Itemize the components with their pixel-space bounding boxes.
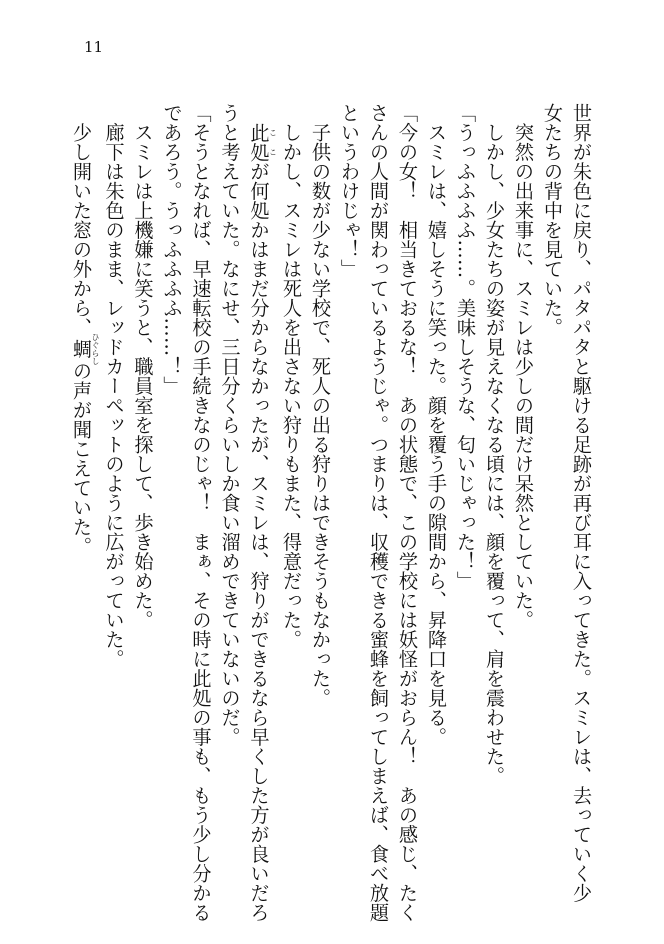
text-line: しかし、スミレは死人を出さない狩りもまた、得意だった。: [280, 103, 303, 649]
text-line: 「そうとなれば、早速転校の手続きなのじゃ！ まぁ、その時に此処の事も、もう少し分かる: [189, 103, 213, 922]
text-line: 「うっふふふふ……。美味しそうな、匂いじゃった！」: [454, 103, 477, 591]
page-number: 11: [84, 38, 104, 56]
text-line-with-ruby: 此処ここが何処かはまだ分からなかったが、スミレは、狩りができるなら早くした方が良いだろ: [247, 122, 278, 922]
text-line: しかし、少女たちの姿が見えなくなる頃には、顔を覆って、肩を震わせた。: [483, 103, 506, 786]
text-line: スミレは、嬉しそうに笑った。顔を覆う手の隙間から、昇降口を見る。: [425, 103, 448, 747]
text-line-with-ruby: 少し開いた窓の外から、蜩ひぐらしの声が聞こえていた。: [70, 103, 100, 556]
text-line: であろう。うっふふふふ……！」: [160, 103, 184, 396]
text-line: うと考えていた。なにせ、三日分くらいしか食い溜めできていないのだ。: [218, 103, 242, 747]
furigana-koko: 此処ここ: [247, 122, 278, 162]
text-line: 世界が朱色に戻り、パタパタと駆ける足跡が再び耳に入ってきた。スミレは、去っていく少: [570, 103, 593, 903]
text-line: というわけじゃ！」: [338, 103, 361, 279]
text-line: 子供の数が少ない学校で、死人の出る狩りはできそうもなかった。: [309, 103, 332, 708]
text-line: 廊下は朱色のまま、レッドカーペットのように広がっていた。: [102, 103, 126, 669]
text-line: 女たちの背中を見ていた。: [541, 103, 564, 337]
text-line: さんの人間が関わっているようじゃ。つまりは、収穫できる蜜蜂を飼ってしまえば、食べ放題: [367, 103, 390, 922]
furigana-reading: ひぐらし: [91, 333, 100, 365]
furigana-higurashi: 蜩ひぐらし: [70, 333, 100, 365]
text-line: スミレは上機嫌に笑うと、職員室を探して、歩き始めた。: [131, 103, 155, 630]
novel-body-text: [56, 103, 596, 922]
text-line: 「今の女！ 相当きておるな！ あの状態で、この学校には妖怪がおらん！ あの感じ、たく: [396, 103, 419, 922]
text-line: 突然の出来事に、スミレは少しの間だけ呆然としていた。: [512, 103, 535, 630]
furigana-reading: ここ: [268, 122, 278, 162]
